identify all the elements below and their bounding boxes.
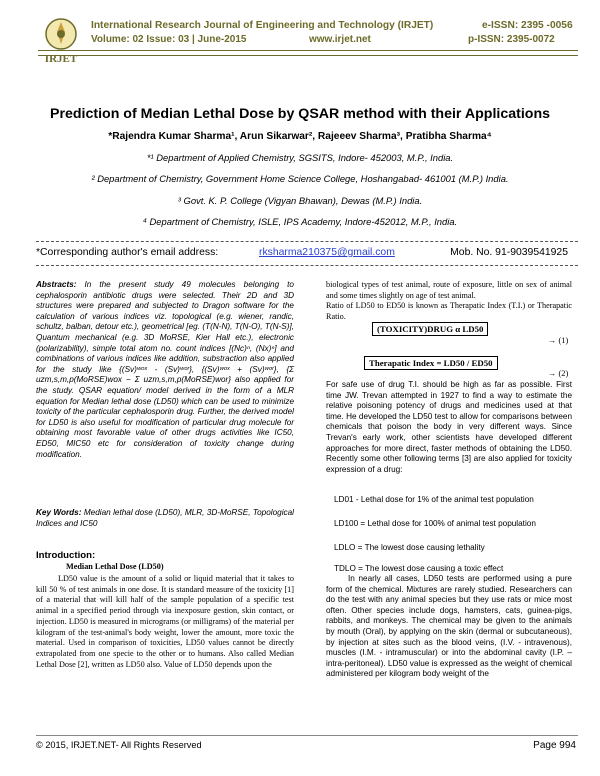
ratio-text: Ratio of LD50 to ED50 is known as Therapatic Index (T.I.) or Therapatic Ratio. [326,301,572,321]
introduction-heading: Introduction: [36,550,96,561]
abstract [36,280,294,460]
copyright: © 2015, IRJET.NET- All Rights Reserved [36,740,202,750]
header-rule-2 [38,55,578,56]
keywords [36,508,294,529]
keywords-text: Median lethal dose (LD50), MLR, 3D-MoRSE, Topological Indices and IC50 [36,508,294,528]
definition-ld01: LD01 - Lethal dose for 1% of the animal test population [334,495,534,504]
journal-logo [38,16,84,66]
paper-title: Prediction of Median Lethal Dose by QSAR method with their Applications [49,106,551,122]
definition-tdlo: TDLO = The lowest dose causing a toxic effect [334,564,504,573]
keywords-label: Key Words: [36,508,82,517]
divider-dotted-2 [36,265,578,266]
e-issn: e-ISSN: 2395 -0056 [482,20,573,31]
corresponding-author [36,247,568,258]
email-link[interactable]: rksharma210375@gmail.com [259,247,395,258]
issue-info: Volume: 02 Issue: 03 | June-2015 [91,34,247,45]
website-link[interactable]: www.irjet.net [309,34,371,45]
p-issn: p-ISSN: 2395-0072 [468,34,555,45]
introduction-text: LD50 value is the amount of a solid or liquid material that it takes to kill 50 % of test animals in one dose. It is standard measure of the toxicity [1] of a material that will kill half of the sample population of a specific test animal in a specified period through via inexposure gestion, skin contact, or injection. LD50 is measured in micrograms (or milligrams) of the material per kilogram of the test-animal's body weight, lower the amount, more toxic the material. Used in comparison of toxicities, LD50 values cannot be directly extrapolated from one specie to the other or to humans. Also called Median Lethal Dose [2], written as LD50 also. Value of LD50 depends upon the [36,574,294,669]
divider-dotted [36,241,578,242]
abstract-label: Abstracts: [36,280,77,289]
author-list: *Rajendra Kumar Sharma¹, Arun Sikarwar², Rajeeev Sharma³, Pratibha Sharma⁴ [108,131,492,142]
abstract-text: In the present study 49 molecules belonging to cephalosporin antibiotic drugs were selected. Their 2D and 3D structures were prepared and subjected to Dragon software for the calculation of various indices viz. topological (e.g. wiener, randic, schultz, balban, detour etc.), geometrical [eg. (T(N-N), T(N-O), T(N-S)], Quantum mechanical (e.g. 3D MoRSE, Kier Hall etc.), electronic (polarizability), simple total atom no. count indices [(Nc)ⁿ, (Nx)ⁿ] and combinations of various indices like addition, substraction also applied for the study like {(Sv)ʷᵒˣ - (Sv)ʷᵒʳ}, {(Sv)ʷᵒˣ + (Sv)ʷᵒʳ}, {Σ uzm,s,m,p(MoRSE)wox − Σ uzm,s,m,p(MoRSE)wor} also applied for the study. QSAR equation/ model derived in the form of a MLR equation for Median lethal dose (LD50) which can be used to minimize toxicity of the particular cephalosporin drug. Further, the derived model for LD50 is also useful for modification of particular drug molecule for obtaining most favorable value of other drugs activities like IC50, ED50, MIC50 etc for consideration of toxicity change during modification. [36,280,294,459]
right-intro [326,280,572,322]
equation-2-number: → (2) [548,369,569,378]
affiliation-1: *¹ Department of Applied Chemistry, SGSITS, Indore- 452003, M.P., India. [146,152,454,163]
introduction-subheading: Median Lethal Dose (LD50) [66,562,164,571]
right-paragraph-2: In nearly all cases, LD50 tests are performed using a pure form of the chemical. Mixtures are rarely studied. Researchers can do the test with any animal species but they use rats or mice most often. Other species include dogs, hamsters, cats, guinea-pigs, rabbits, and monkeys. The chemical may be given to the animals by mouth (Oral), by applying on the skin (dermal or subcutaneous), by injection at sites such as the blood veins, (I.V. - intravenous), muscles (I.M. - intramuscular) or into the abdominal cavity (I.P. – intra-peritoneal). LD50 value is expressed as the weight of chemical administered per kilogram body weight of the [326,574,572,679]
logo-text: IRJET [44,53,78,65]
page-number: Page 994 [533,740,576,751]
header-rule [38,50,578,51]
footer-rule [36,735,578,736]
right-paragraph-1: For safe use of drug T.I. should be high as far as possible. First time JW. Trevan attempted in 1927 to find a way to estimate the relative poisoning potency of drugs and medicines used at that time. He developed the LD50 test to allow for comparisons between chemicals that poison the body in very different ways. Since Trevan's early work, other scientists have developed different approaches for more direct, faster methods of obtaining the LD50. Recently some other following terms [3] are also applied for toxicity expression of a drug: [326,380,572,474]
equation-2: Therapatic Index = LD50 / ED50 [364,356,498,370]
equation-1: (TOXICITY)DRUG α LD50 [372,322,488,336]
right-top-text: biological types of test animal, route of exposure, little on sex of animal and some times slightly on age of test animal. [326,280,572,300]
affiliation-4: ⁴ Department of Chemistry, ISLE, IPS Academy, Indore-452012, M.P., India. [142,216,458,227]
corresponding-label: *Corresponding author's email address: [36,247,219,258]
mobile-number: Mob. No. 91-9039541925 [450,247,568,258]
definition-ldlo: LDLO = The lowest dose causing lethality [334,543,485,552]
affiliation-2: ² Department of Chemistry, Government Home Science College, Hoshangabad- 461001 (M.P.) India. [91,173,509,184]
definition-ld100: LD100 = Lethal dose for 100% of animal test population [334,519,536,528]
affiliation-3: ³ Govt. K. P. College (Vigyan Bhawan), Dewas (M.P.) India. [177,195,423,206]
equation-1-number: → (1) [548,336,569,345]
journal-title: International Research Journal of Engineering and Technology (IRJET) [91,20,434,31]
